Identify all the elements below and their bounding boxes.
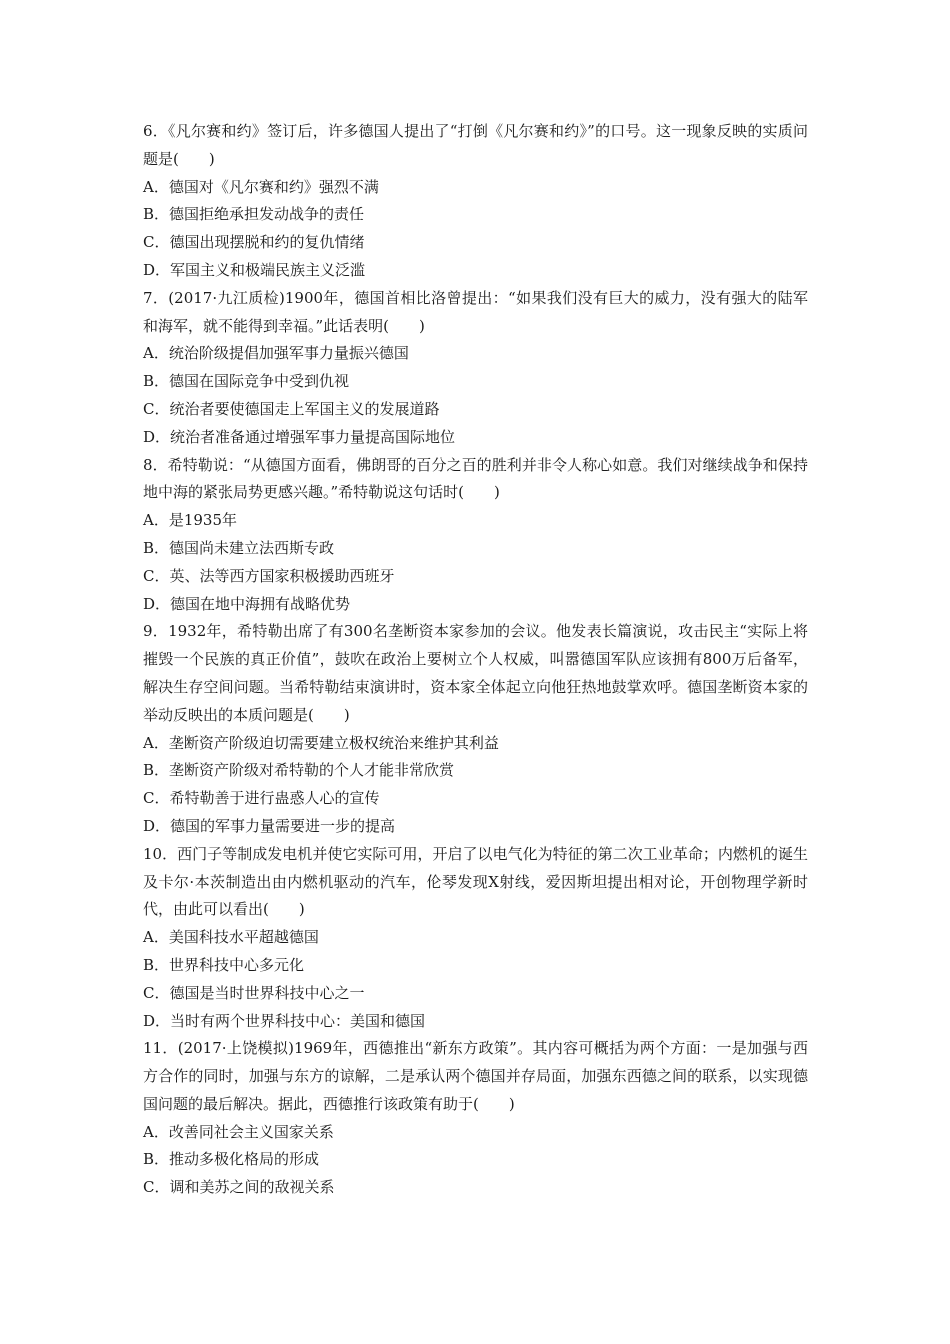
- question-stem: 10．西门子等制成发电机并使它实际可用，开启了以电气化为特征的第二次工业革命；内燃机的诞生及卡尔·本茨制造出由内燃机驱动的汽车，伦琴发现X射线，爱因斯坦提出相对论，开创物理学新时代，由此可以看出( ): [143, 844, 808, 919]
- option-a: A．垄断资产阶级迫切需要建立极权统治来维护其利益: [143, 733, 499, 752]
- question-9: [143, 618, 808, 840]
- option-a: A．统治阶级提倡加强军事力量振兴德国: [143, 344, 409, 363]
- question-10: [143, 841, 808, 1036]
- option-b: B．德国拒绝承担发动战争的责任: [143, 205, 365, 224]
- option-a: A．是1935年: [143, 511, 238, 530]
- option-d: D．当时有两个世界科技中心：美国和德国: [143, 1011, 426, 1030]
- question-stem: 8．希特勒说：“从德国方面看，佛朗哥的百分之百的胜利并非令人称心如意。我们对继续战争和保持地中海的紧张局势更感兴趣。”希特勒说这句话时( ): [143, 455, 808, 502]
- question-7: [143, 285, 808, 452]
- question-stem: 9．1932年，希特勒出席了有300名垄断资本家参加的会议。他发表长篇演说，攻击民主“实际上将摧毁一个民族的真正价值”，鼓吹在政治上要树立个人权威，叫嚣德国军队应该拥有800万后备军，解决生存空间问题。当希特勒结束演讲时，资本家全体起立向他狂热地鼓掌欢呼。德国垄断资本家的举动反映出的本质问题是( ): [143, 622, 808, 724]
- option-d: D．德国的军事力量需要进一步的提高: [143, 816, 396, 835]
- question-stem: 11．(2017·上饶模拟)1969年，西德推出“新东方政策”。其内容可概括为两个方面：一是加强与西方合作的同时，加强与东方的谅解，二是承认两个德国并存局面，加强东西德之间的联系，以实现德国问题的最后解决。据此，西德推行该政策有助于( ): [143, 1039, 808, 1113]
- option-a: A．改善同社会主义国家关系: [143, 1122, 334, 1141]
- option-b: B．世界科技中心多元化: [143, 955, 305, 974]
- question-stem: 6．《凡尔赛和约》签订后，许多德国人提出了“打倒《凡尔赛和约》”的口号。这一现象反映的实质问题是( ): [143, 122, 808, 168]
- option-c: C．统治者要使德国走上军国主义的发展道路: [143, 399, 440, 418]
- option-a: A．美国科技水平超越德国: [143, 928, 319, 947]
- option-c: C．德国出现摆脱和约的复仇情绪: [143, 233, 365, 252]
- question-8: [143, 452, 808, 619]
- option-c: C．德国是当时世界科技中心之一: [143, 983, 365, 1002]
- question-11: [143, 1035, 808, 1202]
- option-d: D．德国在地中海拥有战略优势: [143, 594, 351, 613]
- option-b: B．德国尚未建立法西斯专政: [143, 538, 335, 557]
- option-a: A．德国对《凡尔赛和约》强烈不满: [143, 177, 379, 196]
- option-c: C．英、法等西方国家积极援助西班牙: [143, 566, 395, 585]
- option-c: C．希特勒善于进行蛊惑人心的宣传: [143, 789, 380, 808]
- option-b: B．德国在国际竞争中受到仇视: [143, 372, 350, 391]
- option-d: D．统治者准备通过增强军事力量提高国际地位: [143, 427, 456, 446]
- option-b: B．垄断资产阶级对希特勒的个人才能非常欣赏: [143, 761, 455, 780]
- option-c: C．调和美苏之间的敌视关系: [143, 1178, 335, 1197]
- question-6: [143, 118, 808, 285]
- option-b: B．推动多极化格局的形成: [143, 1150, 320, 1169]
- option-d: D．军国主义和极端民族主义泛滥: [143, 260, 366, 279]
- question-stem: 7．(2017·九江质检)1900年，德国首相比洛曾提出：“如果我们没有巨大的威力，没有强大的陆军和海军，就不能得到幸福。”此话表明( ): [143, 288, 808, 335]
- question-list: [143, 118, 808, 1202]
